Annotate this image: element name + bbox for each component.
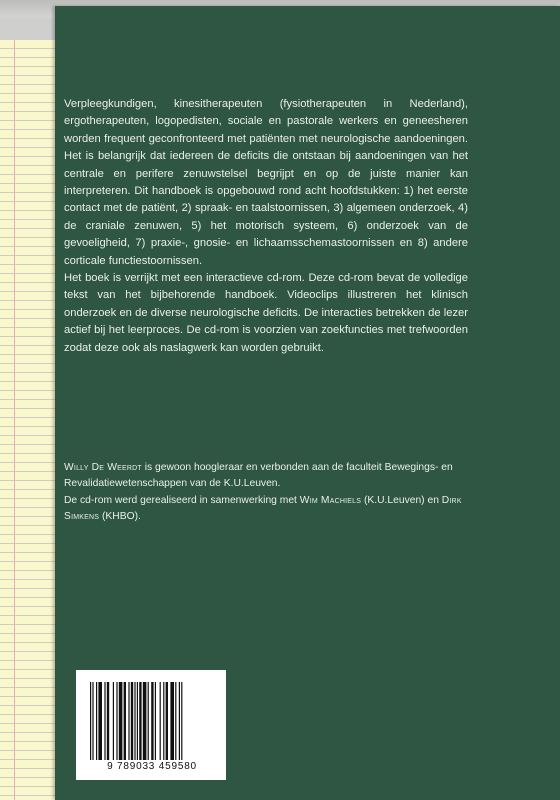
barcode-bar: [119, 682, 123, 760]
blurb-paragraph-1: Verpleegkundigen, kinesitherapeuten (fysiotherapeuten in Nederland), ergotherapeuten, logopedisten, sociale en pastorale werkers en geneesheren worden frequent geconfronteerd met patiënten met neurologische aandoeningen. Het is belangrijk dat iedereen de deficits die ontstaan bij aandoeningen van het centrale en perifere zenuwstelsel begrijpt en op de juiste manier kan interpreteren. Dit handboek is opgebouwd rond acht hoofdstukken: 1) het eerste contact met de patiënt, 2) spraak- en taalstoornissen, 3) algemeen onderzoek, 4) de craniale zenuwen, 5) het motorisch systeem, 6) onderzoek van de gevoeligheid, 7) praxie-, gnosie- en lichaamsschemastoornissen en 8) andere corticale functiestoornissen.: [64, 98, 468, 267]
barcode-bar: [151, 682, 153, 760]
barcode-bar: [179, 682, 180, 760]
barcode-bar: [166, 682, 168, 760]
cdrom-credit: [64, 493, 468, 526]
barcode-bar: [160, 682, 161, 760]
barcode-bar: [113, 682, 114, 760]
barcode-bar: [96, 682, 97, 760]
barcode-bar: [128, 682, 129, 760]
blurb-paragraph-2: Het boek is verrijkt met een interactieve cd-rom. Deze cd-rom bevat de volledige tekst van het bijbehorende handboek. Videoclips illustreren het klinisch onderzoek en de diverse neurologische deficits. De interacties betrekken de lezer actief bij het leerproces. De cd-rom is voorzien van zoekfuncties met trefwoorden zodat deze ook als naslagwerk kan worden gebruikt.: [64, 272, 468, 354]
barcode-bar: [134, 682, 135, 760]
collaborator-2: Dirk Simkens: [64, 494, 462, 523]
barcode-bar: [143, 682, 147, 760]
barcode-bar: [163, 682, 164, 760]
collaborator-2-affiliation: (KHBO).: [99, 511, 141, 523]
notepad-margin-line: [14, 40, 15, 800]
credit-prefix: De cd-rom werd gerealiseerd in samenwerking met: [64, 494, 300, 506]
barcode-icon: [90, 682, 212, 760]
barcode-bar: [92, 682, 93, 760]
author-bio-text: is gewoon hoogleraar en verbonden aan de faculteit Bewegings- en Revalidatiewetenschappen van de K.U.Leuven.: [64, 462, 453, 490]
barcode-bar: [131, 682, 133, 760]
author-info: [64, 460, 468, 526]
barcode-bar: [104, 682, 105, 760]
barcode-bar: [139, 682, 141, 760]
isbn-number: 9 789033 459580: [107, 761, 197, 772]
author-name: Willy De Weerdt: [64, 462, 142, 473]
barcode-bar: [90, 682, 91, 760]
collaborator-1: Wim Machiels: [299, 494, 362, 506]
barcode-bar: [155, 682, 156, 760]
author-bio: [64, 460, 468, 493]
barcode-bar: [148, 682, 149, 760]
barcode-box: [76, 670, 226, 780]
barcode-bar: [181, 682, 182, 760]
barcode-bar: [170, 682, 174, 760]
collaborator-1-affiliation: (K.U.Leuven) en: [361, 494, 442, 506]
barcode-bar: [98, 682, 102, 760]
notepad-background: [0, 40, 60, 800]
barcode-bar: [137, 682, 138, 760]
blurb-text: [64, 96, 468, 357]
barcode-bar: [116, 682, 117, 760]
barcode-bar: [124, 682, 126, 760]
barcode-bar: [175, 682, 176, 760]
barcode-bar: [107, 682, 109, 760]
